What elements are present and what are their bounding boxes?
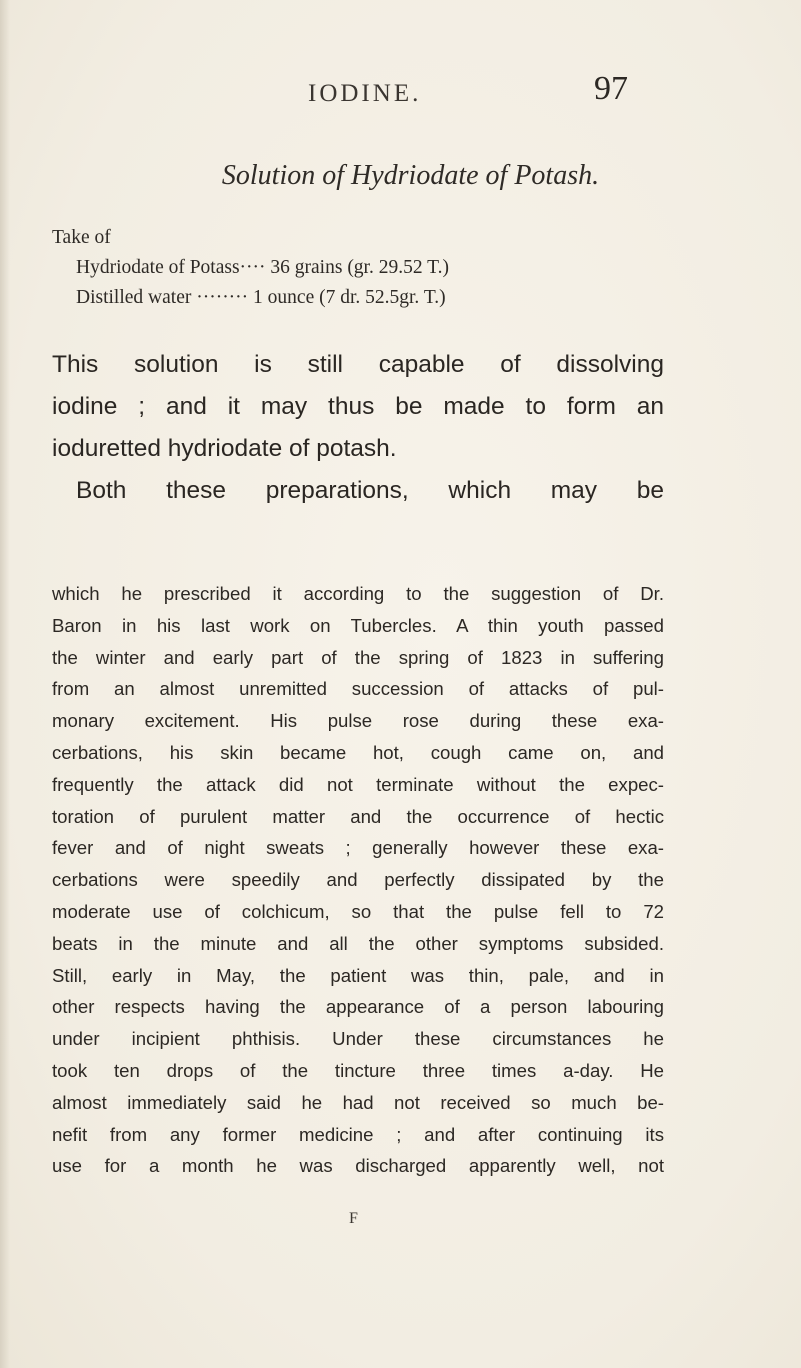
- text-line: fever and of night sweats ; generally however these exa-: [52, 837, 664, 859]
- text-line: other respects having the appearance of a person labouring: [52, 996, 664, 1018]
- text-line: monary excitement. His pulse rose during these exa-: [52, 710, 664, 732]
- text-line: Still, early in May, the patient was thin, pale, and in: [52, 964, 664, 986]
- text-line: nefit from any former medicine ; and after continuing its: [52, 1123, 664, 1145]
- text-line: toration of purulent matter and the occurrence of hectic: [52, 805, 664, 827]
- text-line: moderate use of colchicum, so that the pulse fell to 72: [52, 900, 664, 922]
- text-line: frequently the attack did not terminate without the expec-: [52, 773, 664, 795]
- text-line: took ten drops of the tincture three times a-day. He: [52, 1059, 664, 1081]
- text-line: under incipient phthisis. Under these circumstances he: [52, 1028, 664, 1050]
- page-number: 97: [594, 70, 628, 107]
- text-line: almost immediately said he had not received so much be-: [52, 1091, 664, 1113]
- text-line: ioduretted hydriodate of potash.: [52, 435, 397, 462]
- text-line: iodine ; and it may thus be made to form an: [52, 393, 664, 420]
- case-history-paragraph: [52, 578, 664, 1182]
- signature-mark: F: [349, 1210, 358, 1227]
- recipe-intro: Take of: [52, 227, 111, 248]
- recipe-ingredient-row: Distilled water ········ 1 ounce (7 dr. 52.5gr. T.): [76, 287, 446, 308]
- text-line: the winter and early part of the spring of 1823 in suffering: [52, 646, 664, 668]
- text-line: cerbations were speedily and perfectly dissipated by the: [52, 869, 664, 891]
- text-line: from an almost unremitted succession of attacks of pul-: [52, 678, 664, 700]
- large-print-paragraph: [52, 344, 664, 512]
- section-title: Solution of Hydriodate of Potash.: [221, 160, 600, 191]
- text-line: This solution is still capable of dissolving: [52, 351, 664, 378]
- text-line: beats in the minute and all the other symptoms subsided.: [52, 932, 664, 954]
- recipe-ingredient-row: Hydriodate of Potass···· 36 grains (gr. 29.52 T.): [76, 257, 449, 278]
- text-line: Both these preparations, which may be: [76, 477, 664, 504]
- running-head: [0, 70, 801, 116]
- text-line: which he prescribed it according to the suggestion of Dr.: [52, 583, 664, 604]
- text-line: cerbations, his skin became hot, cough came on, and: [52, 741, 664, 763]
- text-line: Baron in his last work on Tubercles. A thin youth passed: [52, 614, 664, 636]
- text-line: use for a month he was discharged apparently well, not: [52, 1155, 664, 1177]
- recipe-block: [52, 223, 449, 313]
- running-title: IODINE.: [308, 80, 422, 107]
- page-binding-edge: [0, 0, 10, 1368]
